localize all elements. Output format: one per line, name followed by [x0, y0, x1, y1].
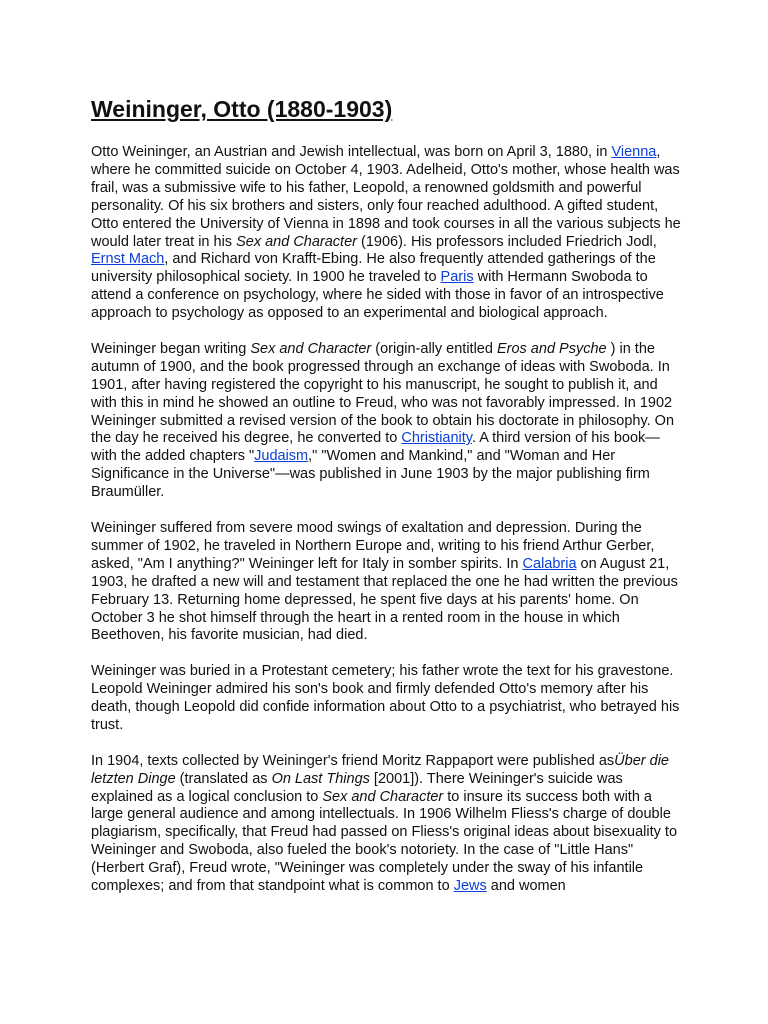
text-run: with Hermann Swoboda to attend a conference on psychology, where he sided with those in favor of an introspective approach to psychology as opposed to an experimental and biological approach. [91, 269, 664, 322]
text-run: Weininger began writing [91, 340, 251, 357]
page-title: Weininger, Otto (1880-1903) [91, 96, 393, 122]
text-run: ," "Women and Mankind," and "Woman and Her Significance in the Universe"—was published in June 1903 by the major publishing firm Braumüller. [91, 448, 650, 501]
text-run: , and Richard von Krafft-Ebing. He also frequently attended gatherings of the university philosophical society. In 1900 he traveled to [91, 251, 656, 286]
text-run: Weininger was buried in a Protestant cemetery; his father wrote the text for his gravestone. Leopold Weininger admired his son's book and firmly defended Otto's memory after his death, though Leopold did confide information about Otto to a psychiatrist, who betrayed his trust. [91, 663, 680, 733]
link-paris[interactable]: Paris [440, 269, 474, 286]
italic-title: Sex and Character [236, 233, 357, 250]
text-run: (1906). His professors included Friedrich Jodl, [356, 233, 657, 250]
italic-title: Über die letzten Dinge [91, 752, 669, 787]
text-run: [2001]). There Weininger's suicide was explained as a logical conclusion to [91, 770, 623, 805]
link-judaism[interactable]: Judaism [254, 448, 309, 465]
link-christianity[interactable]: Christianity [401, 430, 472, 447]
paragraph [91, 520, 683, 645]
paragraph [91, 753, 683, 896]
article-body [91, 144, 683, 896]
text-run: In 1904, texts collected by Weininger's friend Moritz Rappaport were published as [91, 752, 615, 769]
italic-title: Eros and Psyche [496, 340, 607, 357]
text-run: (origin-ally entitled [371, 340, 497, 357]
paragraph [91, 663, 683, 735]
text-run: (translated as [175, 770, 272, 787]
italic-title: Sex and Character [322, 788, 444, 805]
italic-title: Sex and Character [250, 340, 372, 357]
link-vienna[interactable]: Vienna [611, 144, 657, 160]
text-run: , where he committed suicide on October 4, 1903. Adelheid, Otto's mother, whose health was frail, was a submissive wife to his father, Leopold, a renowned goldsmith and powerful personality. Of his six brothers and sisters, only four reached adulthood. A gifted student, Otto entered the University of Vienna in 1898 and took courses in all the various subjects he would later treat in his [91, 144, 681, 250]
paragraph [91, 144, 683, 323]
text-run: to insure its success both with a large general audience and among intellectuals. In 1906 Wilhelm Fliess's charge of double plagiarism, specifically, that Freud had passed on Fliess's original ideas about bisexuality to Weininger and Swoboda, also fueled the book's notoriety. In the case of "Little Hans" (Herbert Graf), Freud wrote, "Weininger was completely under the sway of his infantile complexes; and from that standpoint what is common to [91, 788, 678, 895]
text-run: and women [486, 878, 566, 895]
text-run: on August 21, 1903, he drafted a new will and testament that replaced the one he had written the previous February 13. Returning home depressed, he spent five days at his parents' home. On October 3 he shot himself through the heart in a rented room in the house in which Beethoven, his favorite musician, had died. [91, 555, 678, 644]
text-run: Weininger suffered from severe mood swings of exaltation and depression. During the summer of 1902, he traveled in Northern Europe and, writing to his friend Arthur Gerber, asked, "Am I anything?" Weininger left for Italy in somber spirits. In [91, 520, 655, 572]
text-run: . A third version of his book—with the added chapters " [91, 430, 660, 465]
link-ernst-mach[interactable]: Ernst Mach [91, 251, 165, 268]
paragraph [91, 341, 683, 502]
text-run: ) in the autumn of 1900, and the book progressed through an exchange of ideas with Swoboda. In 1901, after having registered the copyright to his manuscript, he sought to publish it, and with this in mind he showed an outline to Freud, who was not favorably impressed. In 1902 Weininger submitted a revised version of the book to obtain his doctorate in philosophy. On the day he received his degree, he converted to [91, 340, 675, 447]
document-page [91, 94, 683, 914]
text-run: Otto Weininger, an Austrian and Jewish intellectual, was born on April 3, 1880, in [91, 144, 612, 160]
italic-title: On Last Things [271, 770, 370, 787]
link-calabria[interactable]: Calabria [522, 555, 577, 572]
link-jews[interactable]: Jews [453, 878, 487, 895]
